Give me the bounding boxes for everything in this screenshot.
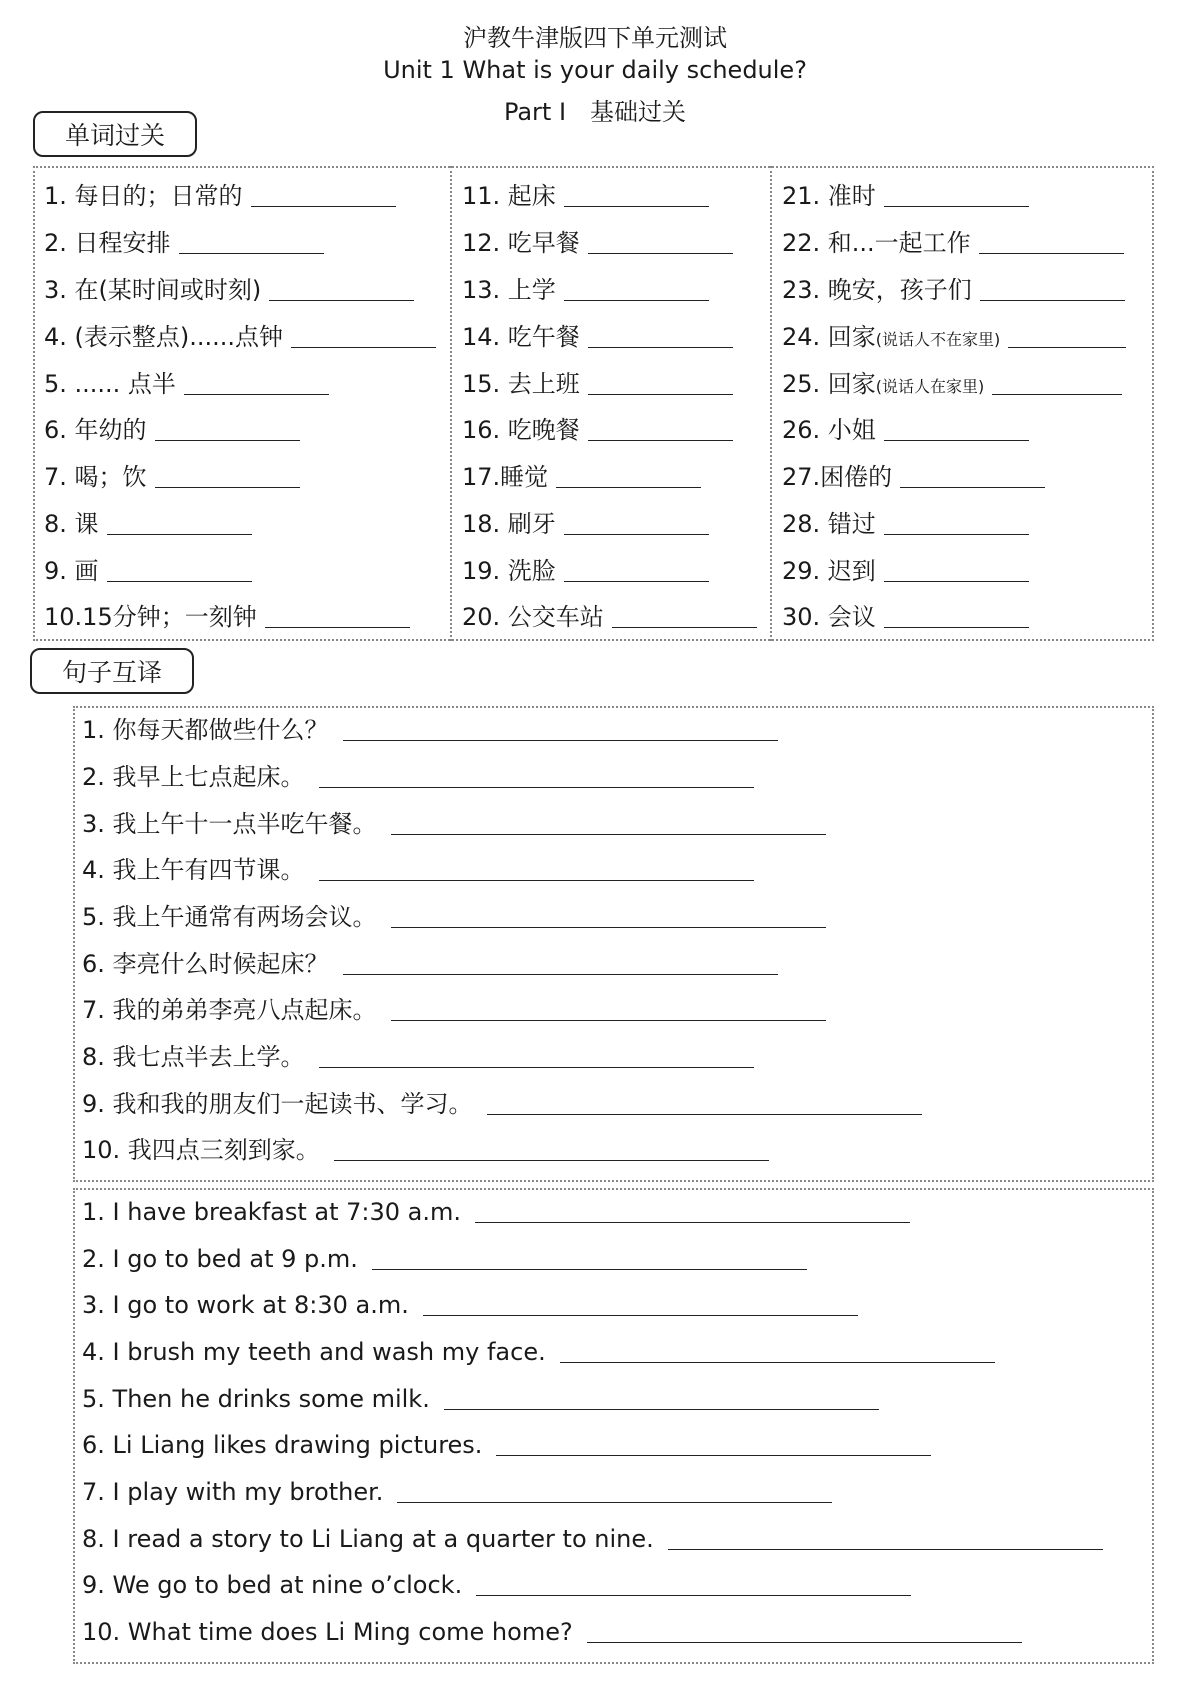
answer-blank[interactable] — [884, 555, 1029, 582]
answer-blank[interactable] — [107, 555, 252, 582]
section-label-sentences: 句子互译 — [30, 648, 194, 694]
answer-blank[interactable] — [668, 1523, 1103, 1550]
answer-blank[interactable] — [475, 1196, 910, 1223]
cn-sentence-item: 3. 我上午十一点半吃午餐。 — [82, 808, 826, 840]
en-sentence-item: 3. I go to work at 8:30 a.m. — [82, 1289, 858, 1321]
cn-sentence-item: 4. 我上午有四节课。 — [82, 854, 754, 886]
answer-blank[interactable] — [319, 761, 754, 788]
section-label-words: 单词过关 — [33, 111, 197, 157]
answer-blank[interactable] — [476, 1569, 911, 1596]
answer-blank[interactable] — [884, 180, 1029, 207]
en-sentence-item: 10. What time does Li Ming come home? — [82, 1616, 1022, 1648]
en-sentence-item: 8. I read a story to Li Liang at a quarter to nine. — [82, 1523, 1103, 1555]
word-item: 15. 去上班 — [462, 368, 733, 400]
answer-blank[interactable] — [588, 321, 733, 348]
answer-blank[interactable] — [423, 1289, 858, 1316]
answer-blank[interactable] — [588, 414, 733, 441]
answer-blank[interactable] — [564, 555, 709, 582]
answer-blank[interactable] — [155, 414, 300, 441]
answer-blank[interactable] — [564, 508, 709, 535]
answer-blank[interactable] — [564, 274, 709, 301]
en-sentence-item: 5. Then he drinks some milk. — [82, 1383, 879, 1415]
word-item: 14. 吃午餐 — [462, 321, 733, 353]
word-item: 9. 画 — [44, 555, 252, 587]
answer-blank[interactable] — [269, 274, 414, 301]
word-item: 19. 洗脸 — [462, 555, 709, 587]
answer-blank[interactable] — [884, 601, 1029, 628]
en-sentence-item: 4. I brush my teeth and wash my face. — [82, 1336, 995, 1368]
answer-blank[interactable] — [884, 414, 1029, 441]
answer-blank[interactable] — [343, 714, 778, 741]
answer-blank[interactable] — [612, 601, 757, 628]
word-item: 17.睡觉 — [462, 461, 701, 493]
answer-blank[interactable] — [900, 461, 1045, 488]
word-item: 27.困倦的 — [782, 461, 1045, 493]
word-item: 24. 回家(说话人不在家里) — [782, 321, 1126, 353]
word-item: 29. 迟到 — [782, 555, 1029, 587]
word-item: 13. 上学 — [462, 274, 709, 306]
answer-blank[interactable] — [884, 508, 1029, 535]
answer-blank[interactable] — [992, 368, 1122, 395]
answer-blank[interactable] — [487, 1088, 922, 1115]
en-sentence-item: 6. Li Liang likes drawing pictures. — [82, 1429, 931, 1461]
word-item: 21. 准时 — [782, 180, 1029, 212]
answer-blank[interactable] — [265, 601, 410, 628]
answer-blank[interactable] — [1008, 321, 1126, 348]
answer-blank[interactable] — [979, 227, 1124, 254]
answer-blank[interactable] — [560, 1336, 995, 1363]
word-item: 12. 吃早餐 — [462, 227, 733, 259]
word-item: 1. 每日的；日常的 — [44, 180, 396, 212]
answer-blank[interactable] — [444, 1383, 879, 1410]
answer-blank[interactable] — [319, 854, 754, 881]
word-item: 8. 课 — [44, 508, 252, 540]
word-item: 5. ...... 点半 — [44, 368, 329, 400]
answer-blank[interactable] — [564, 180, 709, 207]
cn-sentence-item: 9. 我和我的朋友们一起读书、学习。 — [82, 1088, 922, 1120]
cn-sentence-item: 1. 你每天都做些什么？ — [82, 714, 778, 746]
word-item: 25. 回家(说话人在家里) — [782, 368, 1122, 400]
en-sentence-item: 9. We go to bed at nine o’clock. — [82, 1569, 911, 1601]
column-divider — [770, 166, 772, 641]
answer-blank[interactable] — [334, 1134, 769, 1161]
cn-sentence-item: 5. 我上午通常有两场会议。 — [82, 901, 826, 933]
answer-blank[interactable] — [372, 1243, 807, 1270]
cn-sentence-item: 10. 我四点三刻到家。 — [82, 1134, 769, 1166]
answer-blank[interactable] — [397, 1476, 832, 1503]
answer-blank[interactable] — [391, 808, 826, 835]
page-title: 沪教牛津版四下单元测试 — [463, 24, 727, 52]
answer-blank[interactable] — [556, 461, 701, 488]
cn-sentence-item: 7. 我的弟弟李亮八点起床。 — [82, 994, 826, 1026]
answer-blank[interactable] — [588, 368, 733, 395]
word-item: 23. 晚安，孩子们 — [782, 274, 1125, 306]
en-sentence-item: 7. I play with my brother. — [82, 1476, 832, 1508]
word-item: 7. 喝；饮 — [44, 461, 300, 493]
word-item: 30. 会议 — [782, 601, 1029, 633]
word-item: 26. 小姐 — [782, 414, 1029, 446]
word-item: 22. 和...一起工作 — [782, 227, 1124, 259]
part-title: Part Ⅰ 基础过关 — [503, 98, 687, 126]
answer-blank[interactable] — [319, 1041, 754, 1068]
cn-sentence-item: 2. 我早上七点起床。 — [82, 761, 754, 793]
answer-blank[interactable] — [391, 901, 826, 928]
word-item: 16. 吃晚餐 — [462, 414, 733, 446]
answer-blank[interactable] — [587, 1616, 1022, 1643]
answer-blank[interactable] — [980, 274, 1125, 301]
column-divider — [450, 166, 452, 641]
answer-blank[interactable] — [179, 227, 324, 254]
answer-blank[interactable] — [343, 948, 778, 975]
word-item: 11. 起床 — [462, 180, 709, 212]
answer-blank[interactable] — [291, 321, 436, 348]
answer-blank[interactable] — [391, 994, 826, 1021]
word-item: 4. (表示整点)......点钟 — [44, 321, 436, 353]
word-item: 6. 年幼的 — [44, 414, 300, 446]
en-sentence-item: 2. I go to bed at 9 p.m. — [82, 1243, 807, 1275]
answer-blank[interactable] — [184, 368, 329, 395]
word-item: 3. 在(某时间或时刻) — [44, 274, 414, 306]
answer-blank[interactable] — [496, 1429, 931, 1456]
answer-blank[interactable] — [107, 508, 252, 535]
word-item: 2. 日程安排 — [44, 227, 324, 259]
word-item: 20. 公交车站 — [462, 601, 757, 633]
answer-blank[interactable] — [251, 180, 396, 207]
word-item: 18. 刷牙 — [462, 508, 709, 540]
cn-sentence-item: 8. 我七点半去上学。 — [82, 1041, 754, 1073]
answer-blank[interactable] — [155, 461, 300, 488]
word-item: 10.15分钟；一刻钟 — [44, 601, 410, 633]
answer-blank[interactable] — [588, 227, 733, 254]
en-sentence-item: 1. I have breakfast at 7:30 a.m. — [82, 1196, 910, 1228]
unit-title: Unit 1 What is your daily schedule? — [383, 56, 807, 84]
cn-sentence-item: 6. 李亮什么时候起床？ — [82, 948, 778, 980]
word-item: 28. 错过 — [782, 508, 1029, 540]
